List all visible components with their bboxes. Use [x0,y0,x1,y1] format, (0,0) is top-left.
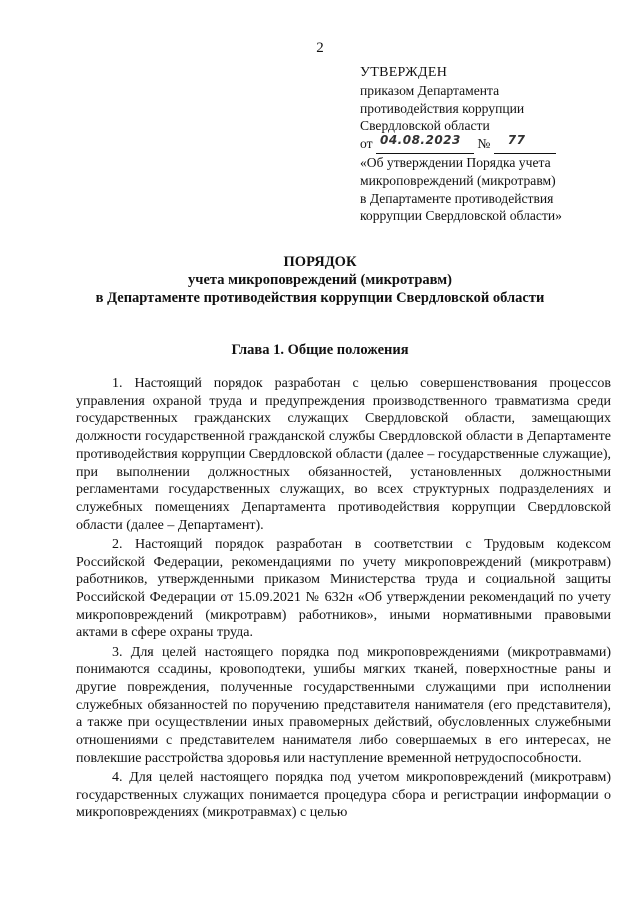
approval-line: Свердловской области [360,118,490,134]
document-subtitle: в Департаменте противодействия коррупции Свердловской области [95,290,545,306]
approval-subject-line: «Об утверждении Порядка учета [360,154,551,170]
approval-line: противодействия коррупции [360,100,525,116]
paragraph: 4. Для целей настоящего порядка под учетом микроповреждений (микротравм) государственных служащих понимается процедура сбора и регистрации информации о микроповреждениях (микротравмах) с целью [76,769,611,821]
number-underline [494,135,556,154]
date-underline [376,135,474,154]
approval-line: приказом Департамента [360,82,500,98]
approval-subject-line: микроповреждений (микротравм) [360,172,556,188]
page-number: 2 [316,40,324,56]
number-prefix: № [477,136,491,152]
paragraph: 2. Настоящий порядок разработан в соответствии с Трудовым кодексом Российской Федерации, рекомендациями по учету микроповреждений (микротравм) работников, утвержденными приказом Министерства труда и социальной защиты Российской Федерации от 15.09.2021 № 632н «Об утверждении рекомендаций по учету микроповреждений (микротравм) работников», иными нормативными правовыми актами в сфере охраны труда. [76,536,611,641]
document-subtitle: учета микроповреждений (микротравм) [188,272,452,288]
document-body [76,375,611,824]
date-prefix: от [360,136,373,152]
paragraph: 3. Для целей настоящего порядка под микроповреждениями (микротравмами) понимаются ссадины, кровоподтеки, ушибы мягких тканей, поверхностные раны и другие повреждения, полученные государственными служащими при исполнении служебных обязанностей по поручению представителя нанимателя (его представителя), а также при осуществлении иных правомерных действий, обусловленных служебными отношениями с представителем нанимателя либо совершаемых в его интересах, не повлекшие расстройства здоровья или наступление временной нетрудоспособности. [76,644,611,766]
approval-date-line [360,135,630,154]
approval-subject-line: в Департаменте противодействия [360,190,554,206]
handwritten-number: 77 [507,133,526,148]
approval-title: УТВЕРЖДЕН [360,65,448,80]
paragraph: 1. Настоящий порядок разработан с целью совершенствования процессов управления охраной труда и предупреждения производственного травматизма среди государственных гражданских служащих Свердловской области, замещающих должности государственной гражданской службы Свердловской области в Департаменте противодействия коррупции Свердловской области (далее – государственные служащие), при выполнении должностных обязанностей, установленных должностными регламентами государственных служащих, во всех структурных подразделениях и служебных помещениях Департамента противодействия коррупции Свердловской области (далее – Департамент). [76,376,611,533]
approval-stamp-block [360,64,630,225]
document-title: ПОРЯДОК [283,254,357,270]
chapter-heading: Глава 1. Общие положения [231,342,409,358]
handwritten-date: 04.08.2023 [379,133,461,148]
approval-subject-line: коррупции Свердловской области» [360,208,562,224]
